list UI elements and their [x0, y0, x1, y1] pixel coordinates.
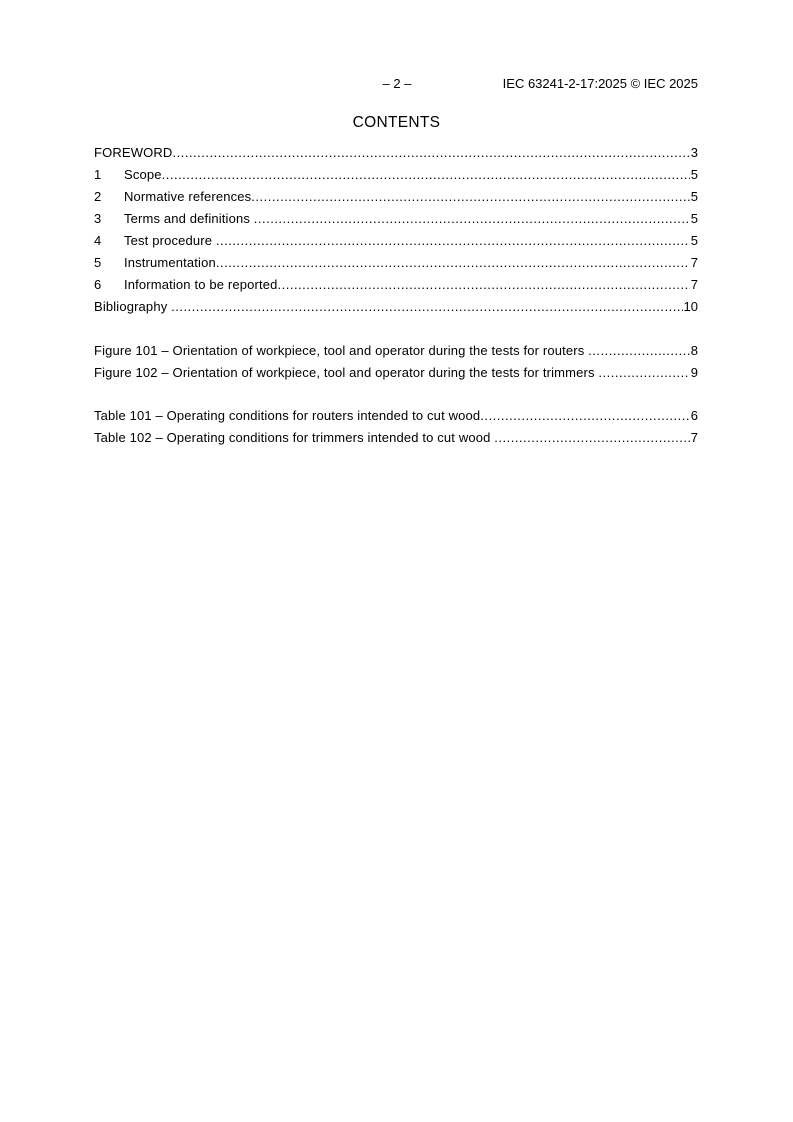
toc-entry-label: FOREWORD	[94, 145, 173, 160]
toc-entry-page: 5	[690, 189, 698, 204]
toc-dot-leader	[216, 255, 690, 270]
toc-dot-leader	[254, 211, 690, 226]
toc-dot-leader	[162, 167, 690, 182]
toc-entry-label: Figure 102 – Orientation of workpiece, tool and operator during the tests for trimmers	[94, 365, 599, 380]
toc-dot-leader	[172, 145, 689, 160]
standard-reference: IEC 63241-2-17:2025 © IEC 2025	[502, 76, 698, 91]
toc-entry-page: 7	[690, 255, 698, 270]
toc-entry-number: 2	[94, 189, 102, 204]
toc-dot-leader	[494, 430, 690, 445]
toc-entry-label: Figure 101 – Orientation of workpiece, tool and operator during the tests for routers	[94, 343, 589, 358]
toc-dot-leader	[588, 343, 690, 358]
toc-dot-leader	[171, 299, 682, 314]
toc-entry-normative-references[interactable]	[94, 189, 698, 211]
toc-entry-number: 3	[94, 211, 102, 226]
toc-entry-page: 7	[690, 277, 698, 292]
toc-entry-instrumentation[interactable]	[94, 255, 698, 277]
page-number: – 2 –	[382, 76, 412, 91]
toc-entry-number: 1	[94, 167, 102, 182]
toc-entry-label: Information to be reported	[124, 277, 278, 292]
toc-entry-foreword[interactable]	[94, 145, 698, 167]
toc-entry-label: Table 102 – Operating conditions for trimmers intended to cut wood	[94, 430, 495, 445]
toc-entry-page: 6	[690, 408, 698, 423]
toc-figures	[94, 343, 698, 387]
toc-entry-page: 5	[690, 233, 698, 248]
toc-dot-leader	[251, 189, 689, 204]
toc-dot-leader	[480, 408, 689, 423]
toc-entry-label: Normative references	[124, 189, 252, 204]
toc-dot-leader	[598, 365, 689, 380]
toc-sections	[94, 145, 698, 321]
page-title: CONTENTS	[352, 114, 441, 131]
toc-entry-page: 5	[690, 167, 698, 182]
toc-dot-leader	[216, 233, 690, 248]
toc-entry-label: Terms and definitions	[124, 211, 254, 226]
toc-entry-label: Table 101 – Operating conditions for routers intended to cut wood	[94, 408, 481, 423]
toc-entry-page: 10	[683, 299, 698, 314]
toc-entry-number: 4	[94, 233, 102, 248]
toc-entry-table-101[interactable]	[94, 408, 698, 430]
toc-entry-number: 5	[94, 255, 102, 270]
toc-entry-page: 5	[690, 211, 698, 226]
toc-entry-label: Test procedure	[124, 233, 216, 248]
toc-entry-label: Scope	[124, 167, 162, 182]
toc-entry-page: 8	[690, 343, 698, 358]
toc-tables	[94, 408, 698, 452]
toc-entry-test-procedure[interactable]	[94, 233, 698, 255]
toc-entry-figure-102[interactable]	[94, 365, 698, 387]
toc-entry-page: 3	[690, 145, 698, 160]
toc-entry-figure-101[interactable]	[94, 343, 698, 365]
toc-entry-page: 7	[690, 430, 698, 445]
toc-entry-label: Bibliography	[94, 299, 172, 314]
toc-entry-page: 9	[690, 365, 698, 380]
toc-entry-terms-and-definitions[interactable]	[94, 211, 698, 233]
toc-entry-bibliography[interactable]	[94, 299, 698, 321]
toc-entry-label: Instrumentation	[124, 255, 216, 270]
toc-entry-number: 6	[94, 277, 102, 292]
toc-entry-information-to-be-reported[interactable]	[94, 277, 698, 299]
toc-dot-leader	[278, 277, 690, 292]
toc-entry-scope[interactable]	[94, 167, 698, 189]
toc-entry-table-102[interactable]	[94, 430, 698, 452]
